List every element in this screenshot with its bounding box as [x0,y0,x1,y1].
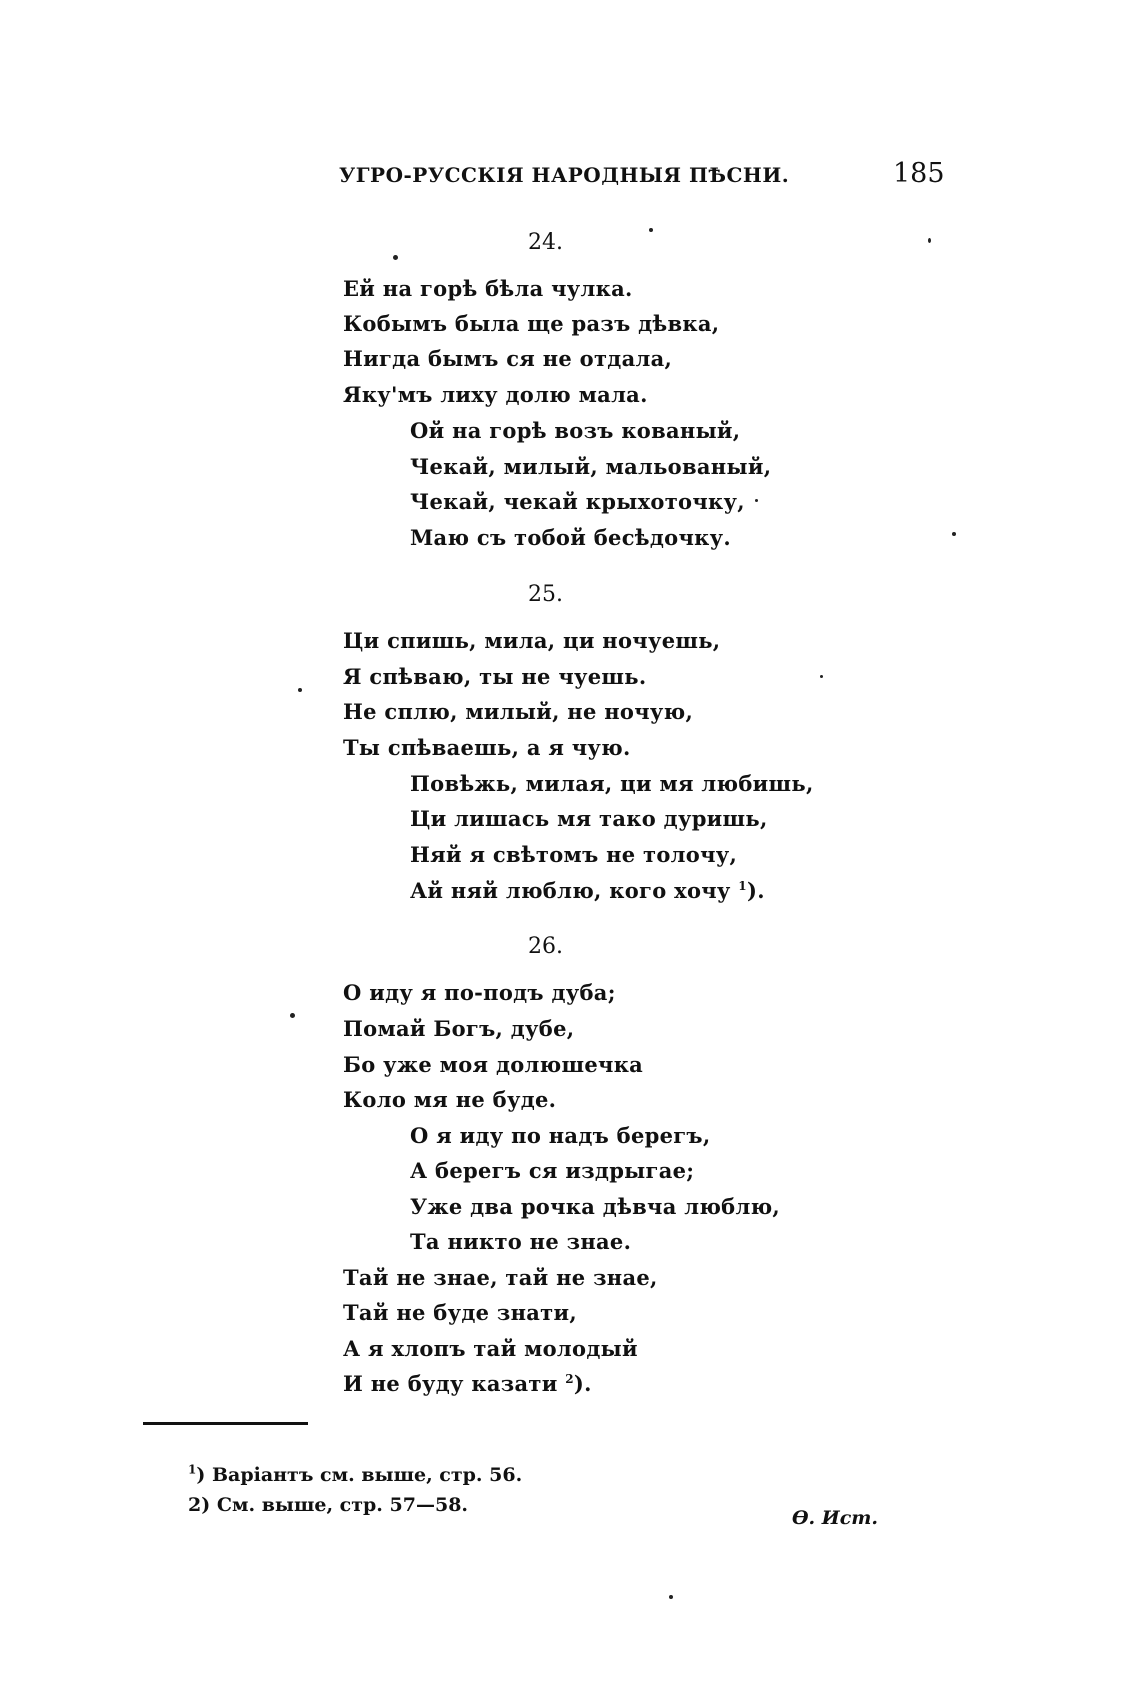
verse-line-closing: ). [746,878,765,903]
verse-line-text: И не буду казати [343,1371,558,1396]
footnote-reference: 1 [738,879,747,893]
verse-line: О я иду по надъ берегъ, [410,1123,711,1148]
footnote-rule [143,1422,308,1425]
verse-line: Ой на горѣ возъ кованый, [410,418,741,443]
verse-line: Уже два рочка дѣвча люблю, [410,1194,781,1219]
verse-line: Ци лишась мя тако дуришь, [410,806,768,831]
verse-line: Бо уже моя долюшечка [343,1052,644,1077]
running-title: УГРО-РУССКІЯ НАРОДНЫЯ ПѢСНИ. [339,163,790,187]
song-number: 26. [528,934,563,959]
scan-speck [952,532,956,536]
song-number: 24. [528,230,563,255]
verse-line: Маю съ тобой бесѣдочку. [410,525,731,550]
verse-line: Ци спишь, мила, ци ночуешь, [343,628,721,653]
page-number: 185 [893,158,945,189]
verse-line: Та никто не знае. [410,1229,632,1254]
verse-line: Чекай, милый, мальованый, [410,454,772,479]
verse-line-with-note [343,1371,592,1396]
verse-line: Повѣжь, милая, ци мя любишь, [410,771,814,796]
verse-line: Чекай, чекай крыхоточку, [410,489,745,514]
scan-speck [393,255,398,260]
scan-speck [669,1595,673,1599]
scan-speck [928,238,931,243]
verse-line: Нигда бымъ ся не отдала, [343,346,673,371]
song-number: 25. [528,582,563,607]
verse-line: А я хлопъ тай молодый [343,1336,638,1361]
verse-line: Тай не буде знати, [343,1300,577,1325]
footnote [188,1464,522,1486]
verse-line: Помай Богъ, дубе, [343,1016,575,1041]
verse-line: А берегъ ся издрыгае; [410,1158,695,1183]
verse-line: Тай не знае, тай не знае, [343,1265,658,1290]
footnote-reference: 2 [565,1372,574,1386]
footnote-mark: 2 [188,1494,202,1516]
scan-speck [820,675,823,678]
verse-line: Ты спѣваешь, а я чую. [343,735,631,760]
footnote [188,1494,468,1516]
scan-speck [298,688,302,692]
verse-line: Коло мя не буде. [343,1087,557,1112]
verse-line-text: Ай няй люблю, кого хочу [410,878,731,903]
verse-line: Я спѣваю, ты не чуешь. [343,664,647,689]
verse-line: Няй я свѣтомъ не толочу, [410,842,738,867]
verse-line: Яку'мъ лиху долю мала. [343,382,648,407]
footnote-text: ) Варіантъ см. выше, стр. 56. [196,1464,523,1486]
scan-speck [755,499,758,502]
verse-line-closing: ). [573,1371,592,1396]
verse-line-with-note [410,878,765,903]
verse-line: О иду я по-подъ дуба; [343,980,616,1005]
footnote-mark: 1 [188,1462,197,1477]
verse-line: Не сплю, милый, не ночую, [343,699,694,724]
scan-speck [290,1013,295,1018]
editor-signature: Ѳ. Ист. [792,1507,879,1529]
verse-line: Ей на горѣ бѣла чулка. [343,276,633,301]
scan-speck [649,228,653,232]
footnote-text: ) См. выше, стр. 57—58. [201,1494,469,1516]
verse-line: Кобымъ была ще разъ дѣвка, [343,311,720,336]
